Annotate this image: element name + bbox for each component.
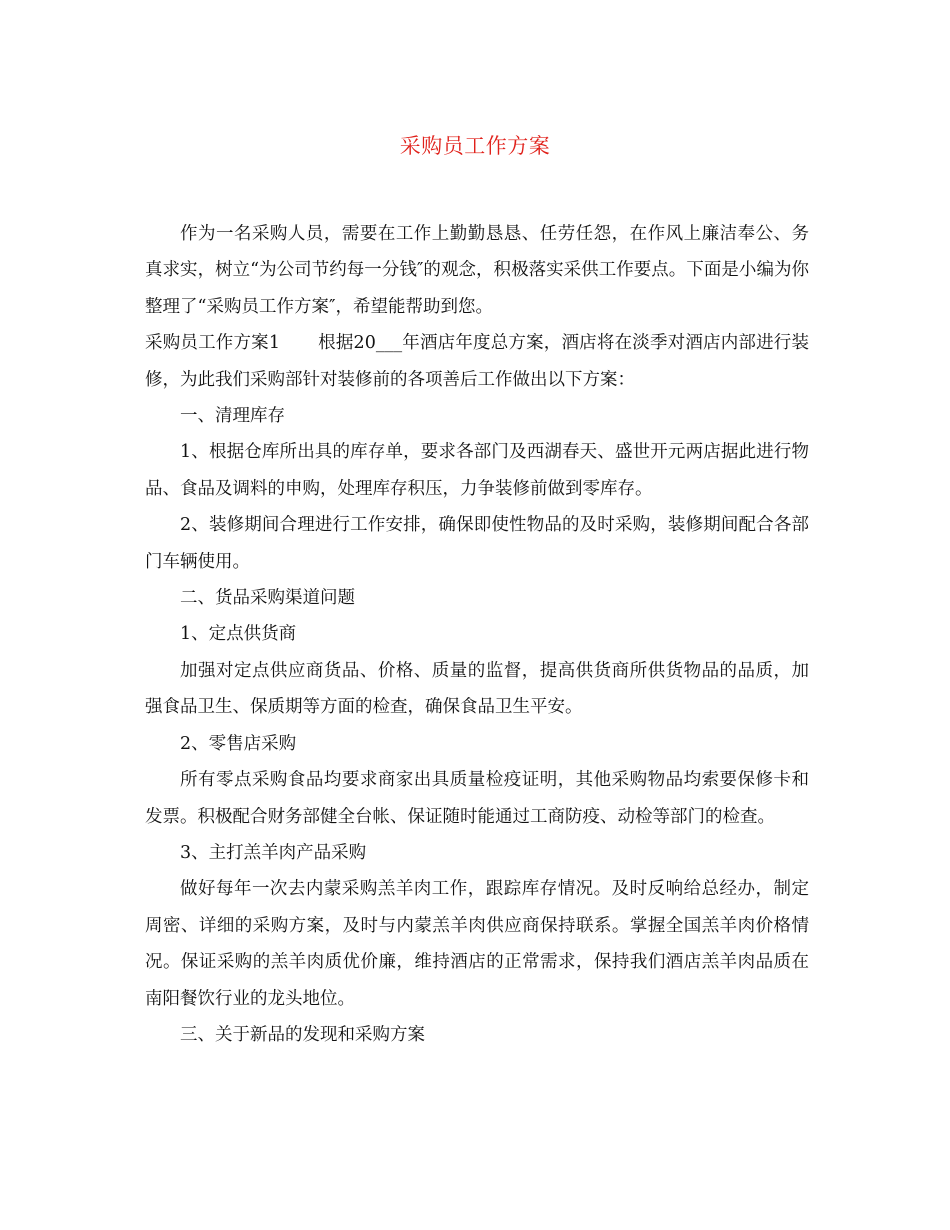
- plan-1-text: 根据20___年酒店年度总方案，酒店将在淡季对酒店内部进行装修，为此我们采购部针对装修前的各项善后工作做出以下方案：: [145, 333, 809, 390]
- subheading-2-1: 1、定点供货商: [180, 624, 297, 645]
- subheading-2-3: 3、主打羔羊肉产品采购: [180, 842, 367, 863]
- plan-1-label: 采购员工作方案1: [145, 333, 280, 354]
- section-heading-1: 一、清理库存: [180, 406, 285, 427]
- subheading-2-2: 2、零售店采购: [180, 733, 297, 754]
- paragraph-2-2: 所有零点采购食品均要求商家出具质量检疫证明，其他采购物品均索要保修卡和发票。积极配合财务部健全台帐、保证随时能通过工商防疫、动检等部门的检查。: [145, 770, 809, 827]
- paragraph-2-1: 加强对定点供应商货品、价格、质量的监督，提高供货商所供货物品的品质，加强食品卫生、保质期等方面的检查，确保食品卫生平安。: [145, 660, 809, 718]
- section-heading-3: 三、关于新品的发现和采购方案: [180, 1024, 425, 1045]
- document-title: 采购员工作方案: [399, 134, 551, 158]
- intro-paragraph: 作为一名采购人员，需要在工作上勤勤恳恳、任劳任怨，在作风上廉洁奉公、务真求实，树立“为公司节约每一分钱″的观念，积极落实采供工作要点。下面是小编为你整理了“采购员工作方案″，希望能帮助到您。: [145, 224, 809, 317]
- paragraph-2-3: 做好每年一次去内蒙采购羔羊肉工作，跟踪库存情况。及时反响给总经办，制定周密、详细的采购方案，及时与内蒙羔羊肉供应商保持联系。掌握全国羔羊肉价格情况。保证采购的羔羊肉质优价廉，维持酒店的正常需求，保持我们酒店羔羊肉品质在南阳餐饮行业的龙头地位。: [145, 879, 809, 1009]
- paragraph-1-2: 2、装修期间合理进行工作安排，确保即使性物品的及时采购，装修期间配合各部门车辆使用。: [145, 515, 809, 572]
- document-body: [145, 216, 809, 1053]
- plan-1-paragraph: [145, 325, 809, 398]
- paragraph-1-1: 1、根据仓库所出具的库存单，要求各部门及西湖春天、盛世开元两店据此进行物品、食品及调料的申购，处理库存积压，力争装修前做到零库存。: [145, 442, 809, 499]
- section-heading-2: 二、货品采购渠道问题: [180, 588, 355, 609]
